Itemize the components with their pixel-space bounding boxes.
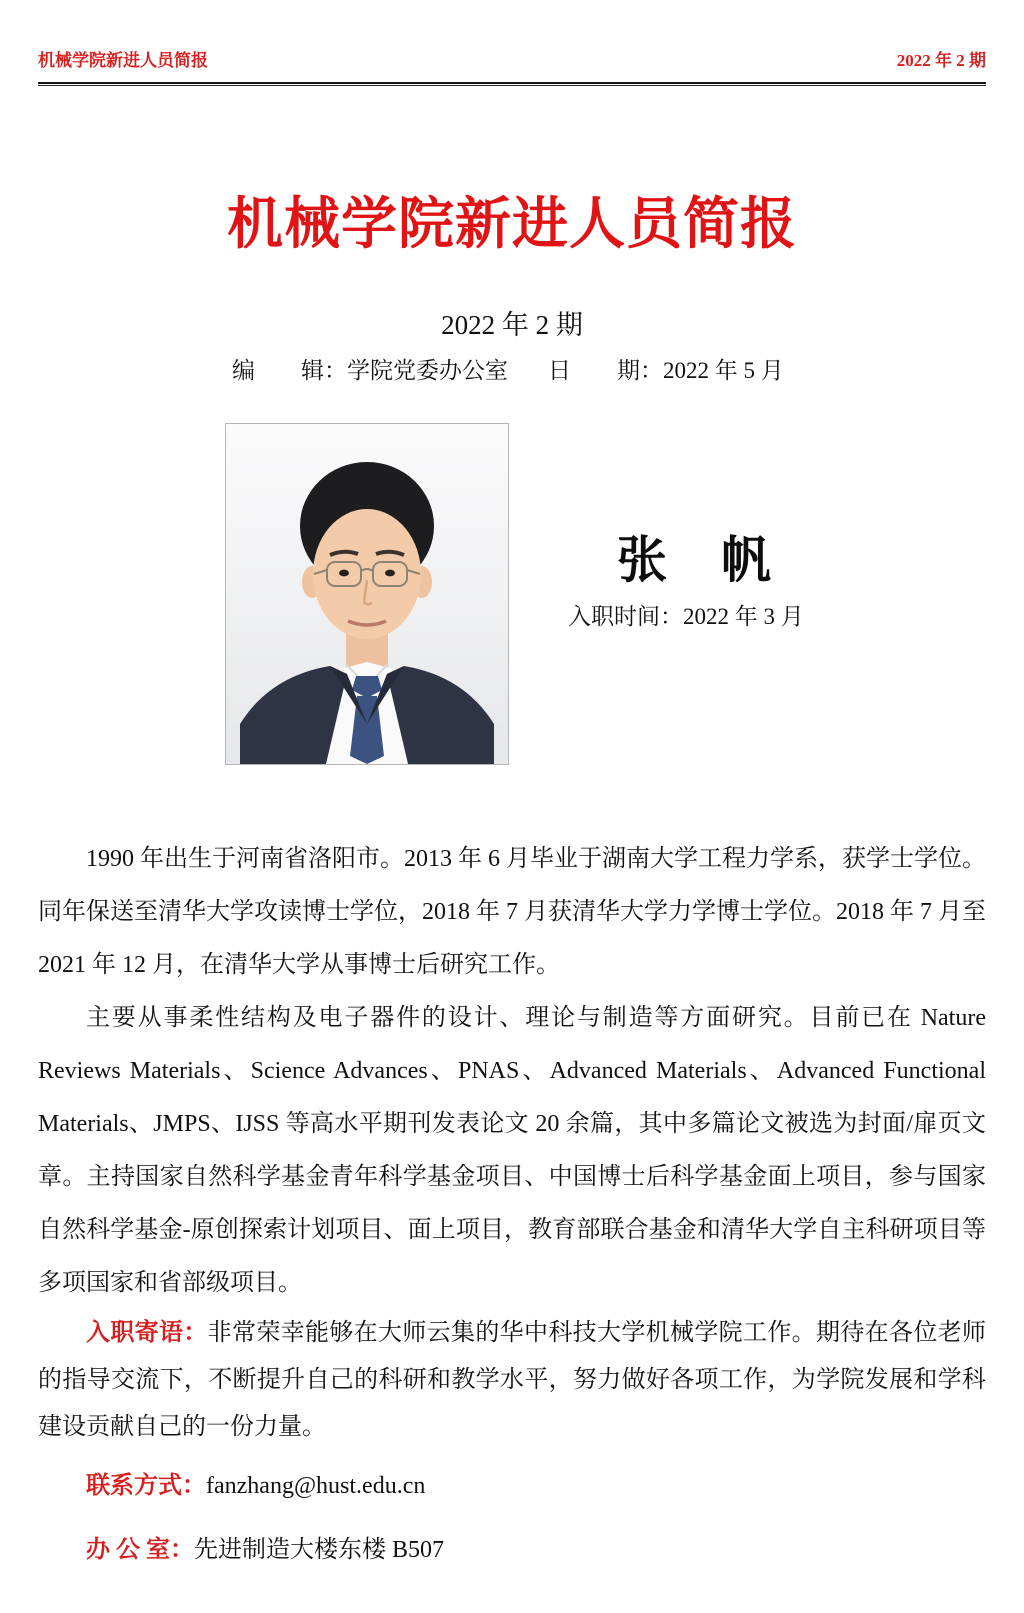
document-title: 机械学院新进人员简报: [227, 194, 797, 256]
header-divider: [38, 82, 986, 86]
date-line: [548, 352, 784, 385]
portrait-illustration: [226, 424, 508, 764]
contact-email: fanzhang@hust.edu.cn: [206, 1473, 426, 1499]
office-value: 先进制造大楼东楼 B507: [194, 1537, 445, 1563]
message-paragraph: [38, 1310, 986, 1451]
office-label: 办 公 室：: [86, 1537, 194, 1563]
portrait-photo: [225, 423, 509, 765]
bio-paragraph-1: 1990 年出生于河南省洛阳市。2013 年 6 月毕业于湖南大学工程力学系，获学士学位。同年保送至清华大学攻读博士学位，2018 年 7 月获清华大学力学博士学位。2018 年 7 月至 2021 年 12 月，在清华大学从事博士后研究工作。: [38, 846, 986, 978]
message-text: 非常荣幸能够在大师云集的华中科技大学机械学院工作。期待在各位老师的指导交流下，不断提升自己的科研和教学水平，努力做好各项工作，为学院发展和学科建设贡献自己的一份力量。: [38, 1320, 987, 1440]
header-title: 机械学院新进人员简报: [38, 51, 208, 70]
join-date-line: [568, 598, 804, 631]
contact-line: [38, 1463, 986, 1509]
office-line: [38, 1527, 986, 1573]
body-text: [38, 833, 986, 1573]
contact-label: 联系方式：: [86, 1473, 206, 1499]
editor-label: 编 辑：: [232, 358, 347, 383]
date-label: 日 期：: [548, 358, 663, 383]
page-header: [38, 46, 986, 71]
header-issue: 2022 年 2 期: [896, 51, 986, 70]
message-label: 入职寄语：: [86, 1320, 208, 1346]
person-name: 张 帆: [617, 532, 773, 588]
issue-line: 2022 年 2 期: [441, 310, 583, 340]
join-date-label: 入职时间：: [568, 604, 683, 629]
editor-line: [232, 352, 508, 385]
date-value: 2022 年 5 月: [663, 358, 784, 383]
join-date-value: 2022 年 3 月: [683, 604, 804, 629]
bio-paragraph-2: 主要从事柔性结构及电子器件的设计、理论与制造等方面研究。目前已在 Nature Reviews Materials、Science Advances、PNAS、Advanced Materials、Advanced Functional Materials、JMPS、IJSS 等高水平期刊发表论文 20 余篇，其中多篇论文被选为封面/扉页文章。主持国家自然科学基金青年科学基金项目、中国博士后科学基金面上项目，参与国家自然科学基金-原创探索计划项目、面上项目，教育部联合基金和清华大学自主科研项目等多项国家和省部级项目。: [38, 1005, 986, 1296]
editor-value: 学院党委办公室: [347, 358, 508, 383]
